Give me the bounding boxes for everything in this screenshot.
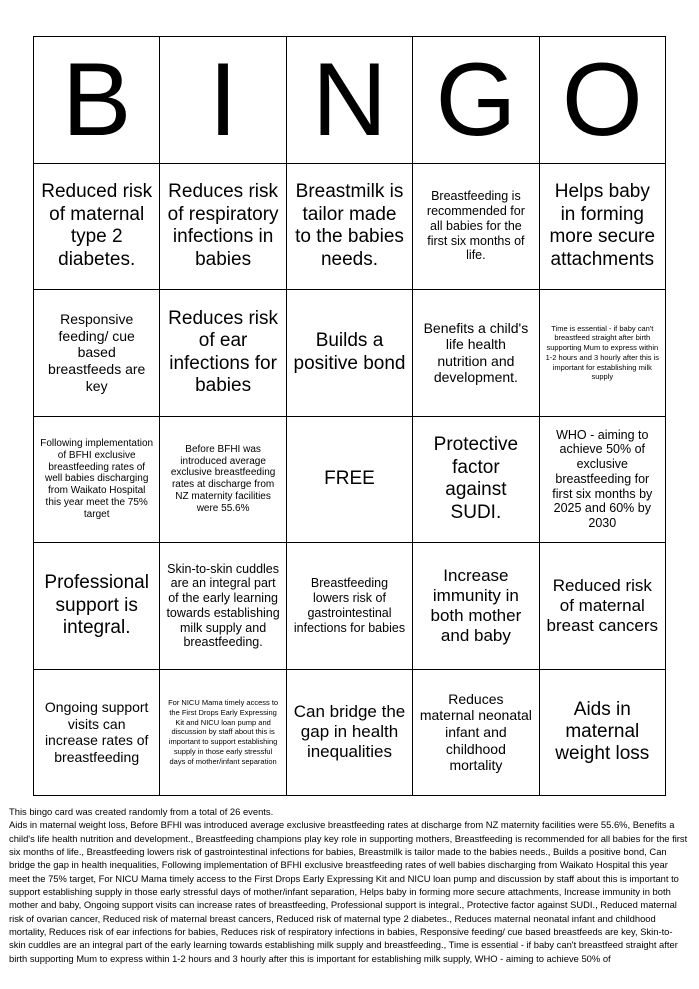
bingo-cell: Increase immunity in both mother and baby: [413, 543, 539, 670]
header-letter-b: B: [34, 37, 160, 164]
header-letter-o: O: [540, 37, 666, 164]
bingo-cell: Breastmilk is tailor made to the babies needs.: [287, 164, 413, 291]
bingo-cell: For NICU Mama timely access to the First Drops Early Expressing Kit and NICU loan pump and discussion by staff about this is important to support establishing supply in those early stressful days of mother/infant separation: [160, 670, 286, 797]
bingo-cell: Breastfeeding is recommended for all babies for the first six months of life.: [413, 164, 539, 291]
bingo-cell: Time is essential - if baby can't breastfeed straight after birth supporting Mum to express within 1-2 hours and 3 hourly after this is important for establishing milk supply: [540, 290, 666, 417]
bingo-cell: Aids in maternal weight loss: [540, 670, 666, 797]
bingo-cell: Protective factor against SUDI.: [413, 417, 539, 544]
header-letter-g: G: [413, 37, 539, 164]
bingo-cell: Responsive feeding/ cue based breastfeeds are key: [34, 290, 160, 417]
bingo-cell: Skin-to-skin cuddles are an integral part of the early learning towards establishing milk supply and breastfeeding.: [160, 543, 286, 670]
bingo-cell: Builds a positive bond: [287, 290, 413, 417]
card-footer: [9, 805, 689, 967]
bingo-cell: Ongoing support visits can increase rates of breastfeeding: [34, 670, 160, 797]
bingo-cell: Reduces maternal neonatal infant and childhood mortality: [413, 670, 539, 797]
bingo-cell: Reduced risk of maternal breast cancers: [540, 543, 666, 670]
header-letter-n: N: [287, 37, 413, 164]
bingo-cell: Breastfeeding lowers risk of gastrointestinal infections for babies: [287, 543, 413, 670]
bingo-cell: Helps baby in forming more secure attachments: [540, 164, 666, 291]
bingo-cell: Benefits a child's life health nutrition and development.: [413, 290, 539, 417]
bingo-cell: Following implementation of BFHI exclusive breastfeeding rates of well babies discharging from Waikato Hospital this year meet the 75% target: [34, 417, 160, 544]
bingo-card: [33, 36, 666, 796]
bingo-cell: Before BFHI was introduced average exclusive breastfeeding rates at discharge from NZ maternity facilities were 55.6%: [160, 417, 286, 544]
footer-event-list: Aids in maternal weight loss, Before BFHI was introduced average exclusive breastfeeding rates at discharge from NZ maternity facilities were 55.6%, Benefits a child's life health nutrition and development., Breastfeeding champions play key role in supporting mothers, Breastfeeding is recommended for all babies for the first six months of life., Breastfeeding lowers risk of gastrointestinal infections for babies, Breastmilk is tailor made to the babies needs., Builds a positive bond, Can bridge the gap in health inequalities, Following implementation of BFHI exclusive breastfeeding rates of well babies discharging from Waikato Hospital this year meet the 75% target, For NICU Mama timely access to the First Drops Early Expressing Kit and NICU loan pump and discussion by staff about this is important to support establishing supply in those early stressful days of mother/infant separation, Helps baby in forming more secure attachments, Increase immunity in both mother and baby, Ongoing support visits can increase rates of breastfeeding, Professional support is integral., Protective factor against SUDI., Reduced maternal risk of ovarian cancer, Reduced risk of maternal breast cancers, Reduced risk of maternal type 2 diabetes., Reduces maternal neonatal infant and childhood mortality, Reduces risk of ear infections for babies, Reduces risk of respiratory infections in babies, Responsive feeding/ cue based breastfeeds are key, Skin-to-skin cuddles are an integral part of the early learning towards establishing milk supply and breastfeeding., Time is essential - if baby can't breastfeed straight after birth supporting Mum to express within 1-2 hours and 3 hourly after this is important for establishing milk supply, WHO - aiming to achieve 50% of: [9, 819, 688, 964]
bingo-cell: Professional support is integral.: [34, 543, 160, 670]
bingo-cell: Can bridge the gap in health inequalities: [287, 670, 413, 797]
bingo-cell: WHO - aiming to achieve 50% of exclusive breastfeeding for first six months by 2025 and 60% by 2030: [540, 417, 666, 544]
bingo-cell: Reduced risk of maternal type 2 diabetes.: [34, 164, 160, 291]
header-letter-i: I: [160, 37, 286, 164]
bingo-cell: Reduces risk of respiratory infections in babies: [160, 164, 286, 291]
footer-intro: This bingo card was created randomly from a total of 26 events.: [9, 806, 274, 817]
free-cell: FREE: [287, 417, 413, 544]
bingo-cell: Reduces risk of ear infections for babies: [160, 290, 286, 417]
